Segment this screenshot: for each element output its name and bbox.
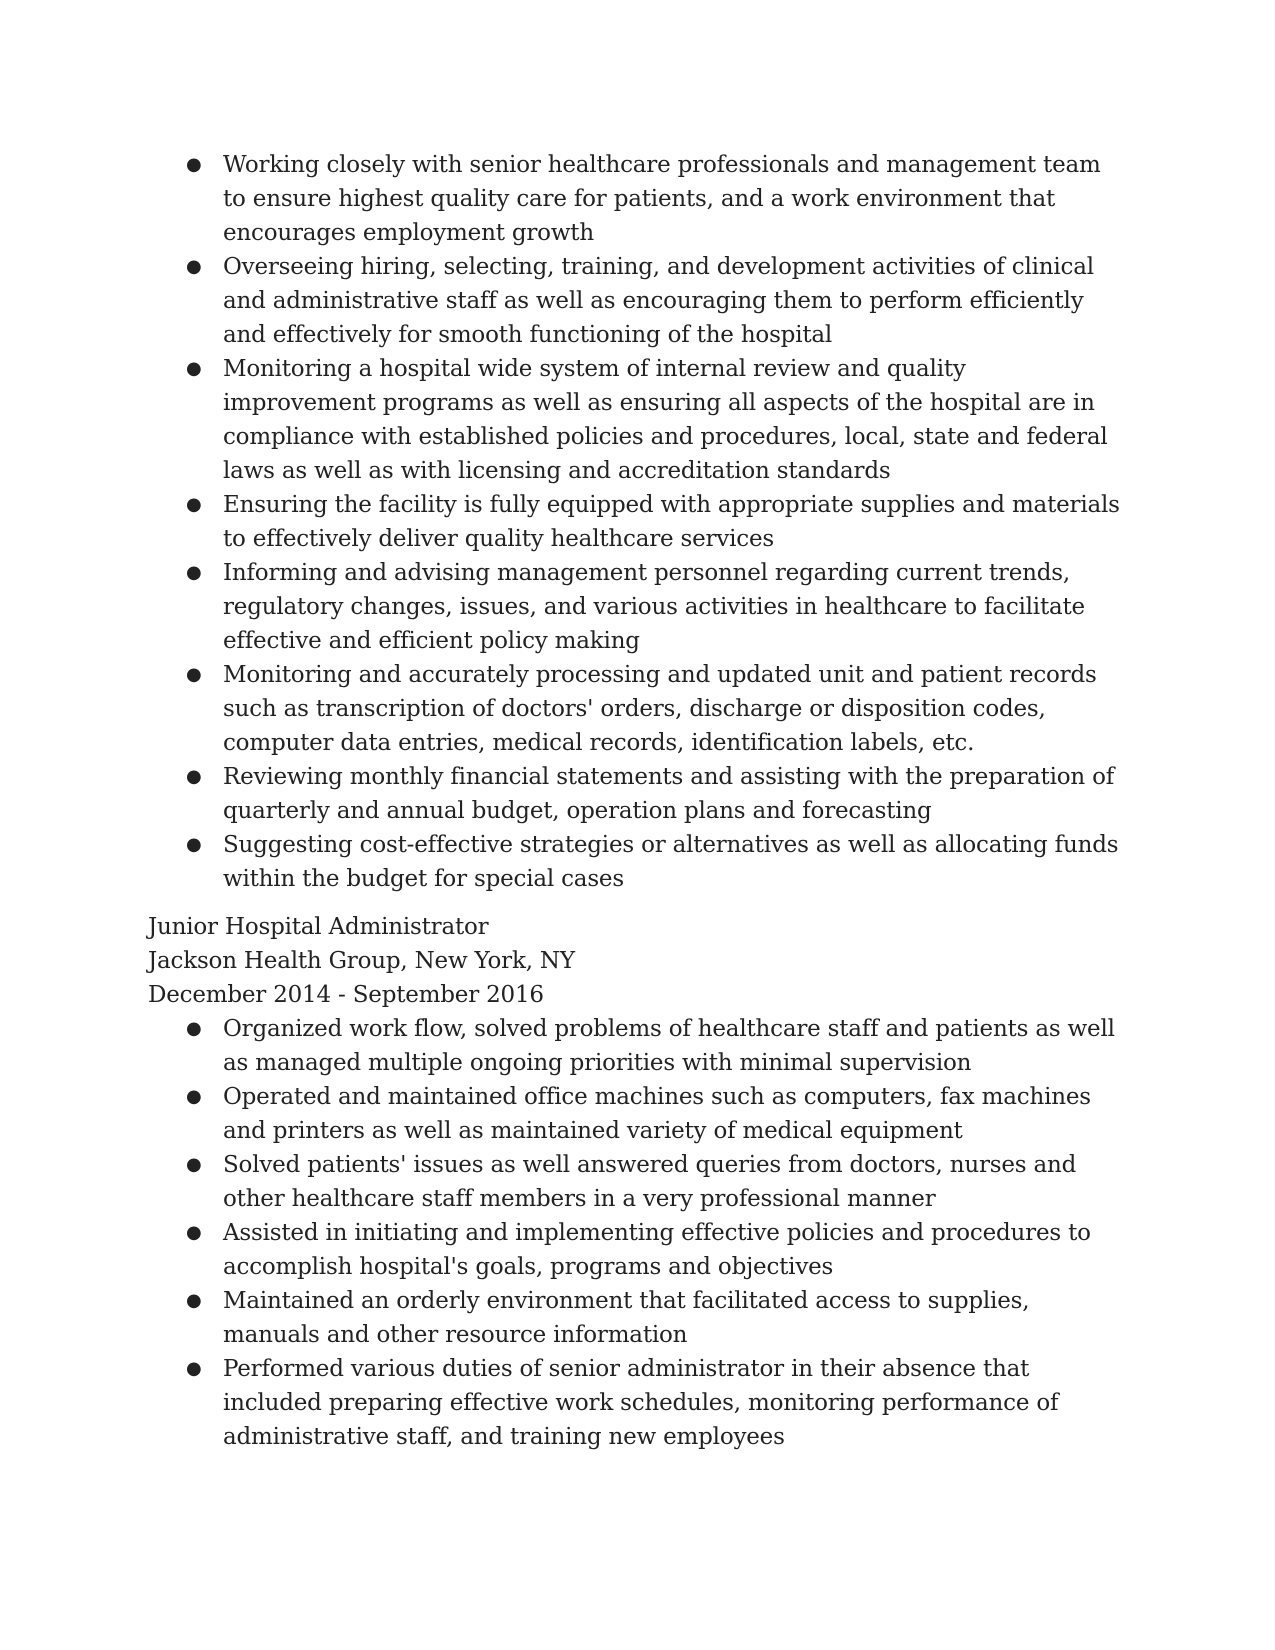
bullet-dot-icon: ● — [186, 1358, 202, 1379]
bullet-dot-icon: ● — [186, 358, 202, 379]
bullet-item — [186, 488, 1145, 556]
bullet-text: Monitoring and accurately processing and updated unit and patient records such as transcription of doctors' orders, discharge or disposition codes, computer data entries, medical records, identification labels, etc. — [223, 662, 1097, 756]
bullet-item — [186, 556, 1145, 658]
previous-role-bullet-list — [148, 148, 1145, 896]
bullet-dot-icon: ● — [186, 1290, 202, 1311]
bullet-text: Informing and advising management personnel regarding current trends, regulatory changes, issues, and various activities in healthcare to facilitate effective and efficient policy making — [223, 560, 1085, 654]
bullet-dot-icon: ● — [186, 562, 202, 583]
bullet-item — [186, 148, 1145, 250]
bullet-dot-icon: ● — [186, 1018, 202, 1039]
bullet-item — [186, 1284, 1145, 1352]
bullet-item — [186, 1352, 1145, 1454]
bullet-dot-icon: ● — [186, 664, 202, 685]
bullet-text: Solved patients' issues as well answered queries from doctors, nurses and other healthcare staff members in a very professional manner — [223, 1152, 1077, 1212]
bullet-dot-icon: ● — [186, 834, 202, 855]
bullet-dot-icon: ● — [186, 256, 202, 277]
bullet-text: Reviewing monthly financial statements and assisting with the preparation of quarterly and annual budget, operation plans and forecasting — [223, 764, 1115, 824]
bullet-text: Ensuring the facility is fully equipped with appropriate supplies and materials to effectively deliver quality healthcare services — [223, 492, 1120, 552]
bullet-text: Maintained an orderly environment that facilitated access to supplies, manuals and other resource information — [223, 1288, 1030, 1348]
bullet-item — [186, 1148, 1145, 1216]
bullet-text: Monitoring a hospital wide system of internal review and quality improvement programs as well as ensuring all aspects of the hospital are in compliance with established policies and procedures, local, state and federal laws as well as with licensing and accreditation standards — [223, 356, 1108, 484]
bullet-text: Overseeing hiring, selecting, training, and development activities of clinical and administrative staff as well as encouraging them to perform efficiently and effectively for smooth functioning of the hospital — [223, 254, 1094, 348]
bullet-text: Performed various duties of senior administrator in their absence that included preparing effective work schedules, monitoring performance of administrative staff, and training new employees — [223, 1356, 1059, 1450]
bullet-item — [186, 1216, 1145, 1284]
bullet-text: Operated and maintained office machines such as computers, fax machines and printers as well as maintained variety of medical equipment — [223, 1084, 1091, 1144]
bullet-text: Suggesting cost-effective strategies or alternatives as well as allocating funds within the budget for special cases — [223, 832, 1119, 892]
bullet-dot-icon: ● — [186, 766, 202, 787]
bullet-dot-icon: ● — [186, 494, 202, 515]
bullet-dot-icon: ● — [186, 1086, 202, 1107]
section-spacer — [148, 896, 1145, 910]
bullet-item — [186, 760, 1145, 828]
bullet-text: Organized work flow, solved problems of healthcare staff and patients as well as managed multiple ongoing priorities with minimal supervision — [223, 1016, 1115, 1076]
bullet-text: Working closely with senior healthcare professionals and management team to ensure highest quality care for patients, and a work environment that encourages employment growth — [223, 152, 1101, 246]
bullet-item — [186, 658, 1145, 760]
bullet-item — [186, 250, 1145, 352]
bullet-dot-icon: ● — [186, 1222, 202, 1243]
bullet-item — [186, 1080, 1145, 1148]
job-title: Junior Hospital Administrator — [148, 914, 489, 940]
job-bullet-list — [148, 1012, 1145, 1454]
bullet-dot-icon: ● — [186, 154, 202, 175]
job-dates: December 2014 - September 2016 — [148, 982, 544, 1008]
bullet-item — [186, 828, 1145, 896]
bullet-item — [186, 352, 1145, 488]
bullet-dot-icon: ● — [186, 1154, 202, 1175]
job-employer: Jackson Health Group, New York, NY — [148, 948, 575, 974]
bullet-text: Assisted in initiating and implementing effective policies and procedures to accomplish hospital's goals, programs and objectives — [223, 1220, 1091, 1280]
bullet-item — [186, 1012, 1145, 1080]
